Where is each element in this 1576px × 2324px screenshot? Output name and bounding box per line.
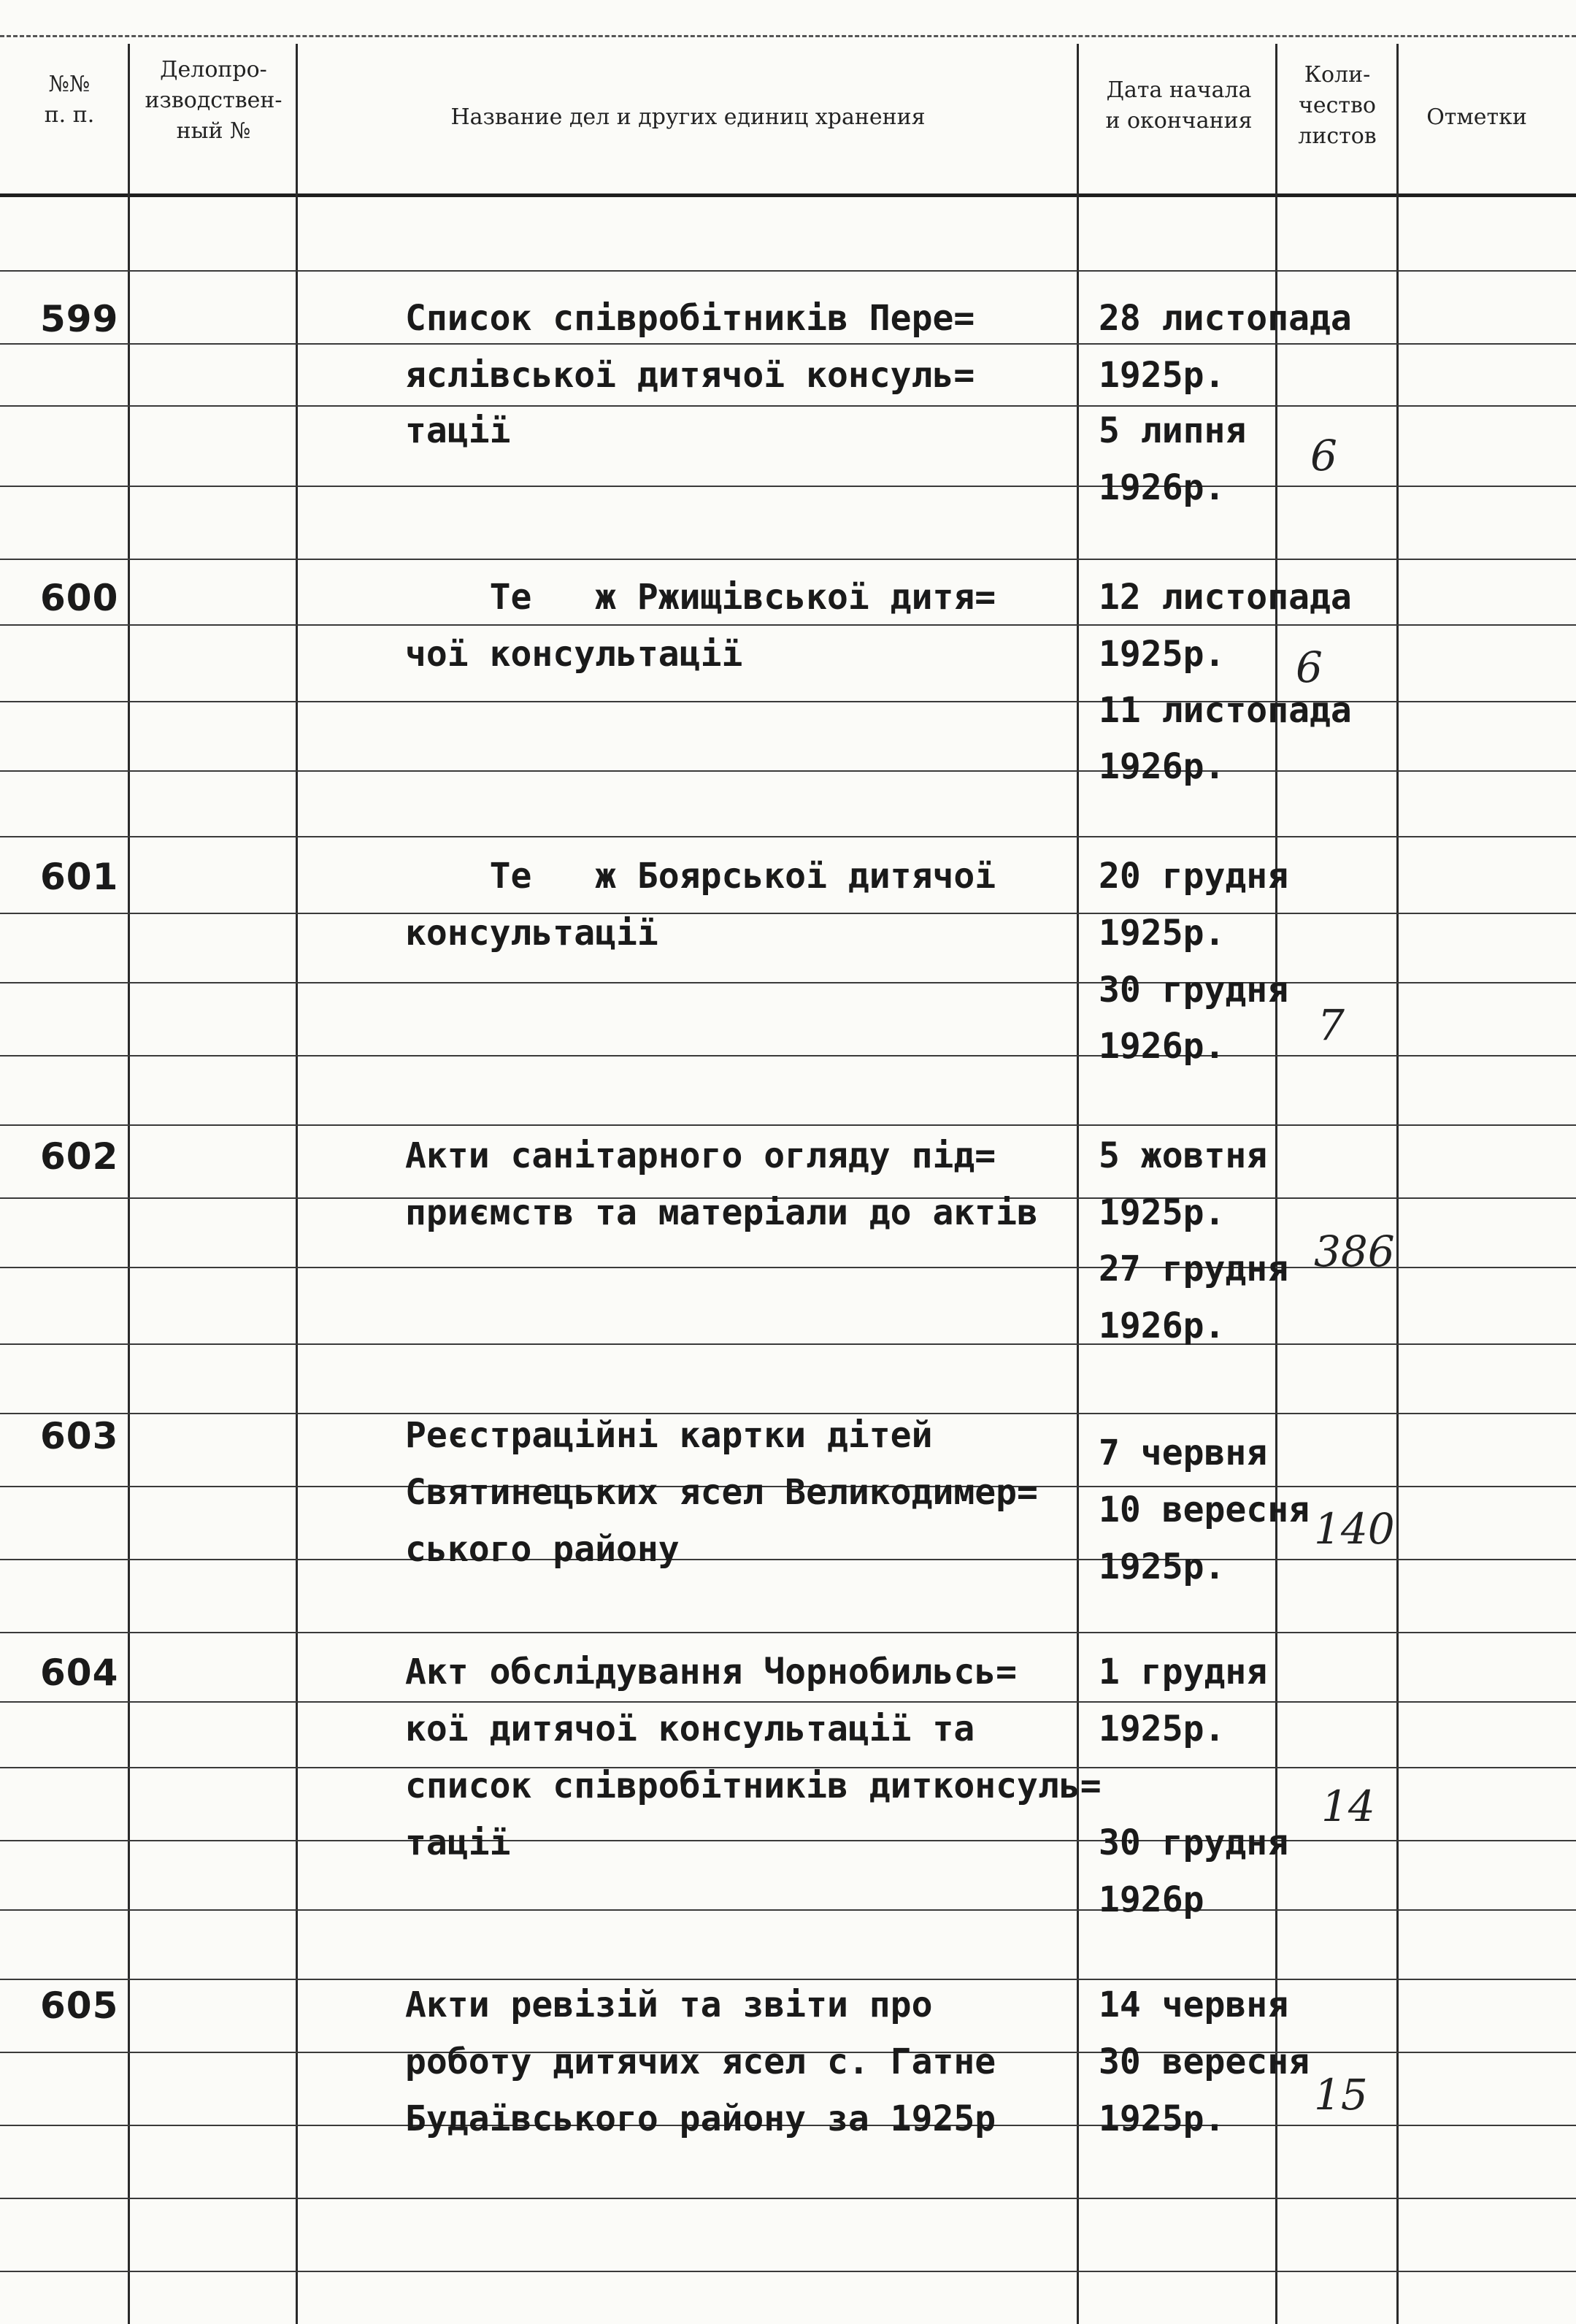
col-num-header: №№ п. п. (44, 72, 95, 128)
record-date-line: 5 жовтня (1099, 1135, 1268, 1176)
record-date-line: 1925р. (1099, 2098, 1226, 2139)
sheet-count: 14 (1321, 1782, 1375, 1831)
record-title-line: Святинецьких ясел Великодимер= (405, 1472, 1038, 1513)
row-rule (0, 836, 1576, 837)
row-rule (0, 343, 1576, 345)
record-date-line: 1925р. (1099, 634, 1226, 675)
record-title-line: список співробітників дитконсуль= (405, 1765, 1102, 1806)
record-title-line: Будаївського району за 1925р (405, 2098, 996, 2139)
col-count-header: Коли- чество листов (1298, 62, 1377, 149)
column-divider (1275, 44, 1277, 2324)
col-dates-header: Дата начала и окончания (1105, 77, 1253, 134)
record-date-line: 28 листопада (1099, 298, 1352, 339)
record-date-line: 7 червня (1099, 1433, 1268, 1473)
record-date-line: 1925р. (1099, 913, 1226, 954)
column-divider (296, 44, 298, 2324)
row-rule (0, 1343, 1576, 1345)
record-title-line: чої консультації (405, 634, 743, 675)
column-divider (128, 44, 130, 2324)
sheet-count: 6 (1296, 643, 1323, 692)
sheet-count: 6 (1310, 431, 1337, 480)
column-divider (1396, 44, 1399, 2324)
record-number: 602 (40, 1135, 119, 1178)
record-title-line: тації (405, 1822, 511, 1863)
record-date-line: 27 грудня (1099, 1249, 1289, 1289)
header-rule (0, 193, 1576, 197)
row-rule (0, 1979, 1576, 1980)
record-date-line: 1925р. (1099, 1192, 1226, 1233)
record-date-line: 1926р. (1099, 746, 1226, 787)
record-title-line: Те ж Боярської дитячої (405, 856, 996, 897)
record-date-line: 5 липня (1099, 410, 1247, 451)
row-rule (0, 1909, 1576, 1911)
record-number: 600 (40, 577, 119, 619)
record-title-line: яслівської дитячої консуль= (405, 355, 975, 396)
record-title-line: консультації (405, 913, 658, 954)
row-rule (0, 1840, 1576, 1841)
row-rule (0, 559, 1576, 560)
record-title-line: ського району (405, 1529, 680, 1570)
sheet-count: 140 (1314, 1504, 1395, 1554)
sheet-count: 386 (1314, 1227, 1395, 1276)
record-date-line: 1926р (1099, 1879, 1204, 1920)
record-date-line: 11 листопада (1099, 690, 1352, 731)
sheet-count: 7 (1318, 1000, 1345, 1050)
record-number: 604 (40, 1652, 119, 1694)
record-number: 599 (40, 298, 119, 340)
record-title-line: Реєстраційні картки дітей (405, 1415, 933, 1456)
row-rule (0, 2271, 1576, 2272)
record-title-line: Акти ревізій та звіти про (405, 1984, 933, 2025)
record-number: 601 (40, 856, 119, 898)
col-office-header: Делопро- изводствен- ный № (145, 57, 282, 144)
record-date-line: 1926р. (1099, 467, 1226, 508)
record-date-line: 30 грудня (1099, 1822, 1289, 1863)
row-rule (0, 1559, 1576, 1560)
record-title-line: Акти санітарного огляду під= (405, 1135, 996, 1176)
row-rule (0, 486, 1576, 487)
row-rule (0, 270, 1576, 272)
record-title-line: Акт обслідування Чорнобильсь= (405, 1652, 1018, 1692)
record-date-line: 1925р. (1099, 355, 1226, 396)
record-date-line: 10 вересня (1099, 1489, 1310, 1530)
row-rule (0, 2198, 1576, 2199)
row-rule (0, 1632, 1576, 1633)
record-title-line: приємств та матеріали до актів (405, 1192, 1038, 1233)
record-date-line: 20 грудня (1099, 856, 1289, 897)
row-rule (0, 405, 1576, 407)
record-title-line: кої дитячої консультації та (405, 1709, 975, 1749)
record-date-line: 30 грудня (1099, 970, 1289, 1010)
row-rule (0, 982, 1576, 983)
record-date-line: 1926р. (1099, 1305, 1226, 1346)
row-rule (0, 1413, 1576, 1414)
record-title-line: Те ж Ржищівської дитя= (405, 577, 996, 618)
record-title-line: роботу дитячих ясел с. Гатне (405, 2041, 996, 2082)
record-number: 605 (40, 1984, 119, 2027)
record-date-line: 14 червня (1099, 1984, 1289, 2025)
record-title-line: Список співробітників Пере= (405, 298, 975, 339)
sheet-count: 15 (1314, 2070, 1368, 2120)
col-title-header: Название дел и других единиц хранения (450, 104, 926, 130)
record-date-line: 1925р. (1099, 1709, 1226, 1749)
row-rule (0, 1701, 1576, 1703)
row-rule (0, 770, 1576, 772)
record-date-line: 1926р. (1099, 1026, 1226, 1067)
record-date-line: 30 вересня (1099, 2041, 1310, 2082)
row-rule (0, 624, 1576, 626)
record-date-line: 12 листопада (1099, 577, 1352, 618)
column-divider (1077, 44, 1079, 2324)
row-rule (0, 913, 1576, 914)
row-rule (0, 1055, 1576, 1056)
record-date-line: 1 грудня (1099, 1652, 1268, 1692)
row-rule (0, 1124, 1576, 1126)
record-date-line: 1925р. (1099, 1546, 1226, 1587)
top-border (0, 35, 1576, 37)
record-title-line: тації (405, 410, 511, 451)
col-notes-header: Отметки (1426, 104, 1527, 130)
record-number: 603 (40, 1415, 119, 1457)
